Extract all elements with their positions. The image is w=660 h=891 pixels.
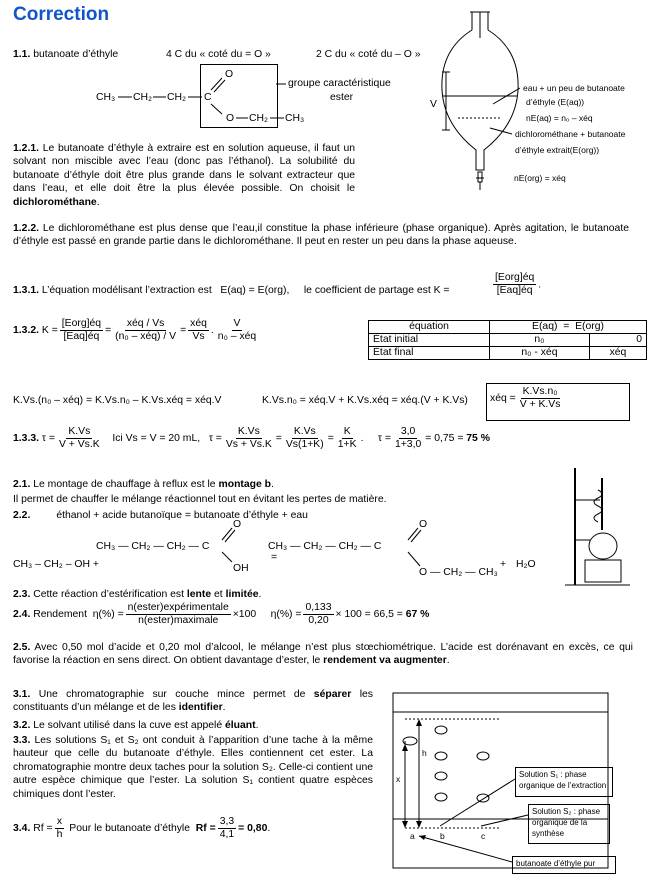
section-2-2: 2.2. éthanol + acide butanoïque = butanoate d’éthyle + eau	[13, 510, 308, 521]
ester-label: ester	[330, 92, 354, 103]
c2-note: 2 C du « coté du – O »	[316, 49, 421, 60]
c4-note: 4 C du « coté du = O »	[166, 49, 271, 60]
section-1-2-1: 1.2.1. Le butanoate d’éthyle à extraire est en solution aqueuse, il faut un solvant non miscible avec l’eau (donc pas l’éthanol). La solubilité du butanoate d’éthyle doit être plus grande dans le solvant extracteur que dans l’eau, et elle doit être la plus élevée possible. On choisit le dichlorométhane.	[13, 143, 355, 208]
o-double-atom: O	[225, 69, 234, 80]
section-2-1-line2: Il permet de chauffer le mélange réactionnel tout en évitant les pertes de matière.	[13, 494, 387, 505]
section-1-3-1: 1.3.1. L’équation modélisant l’extraction est E(aq) = E(org), le coefficient de partage est K =	[13, 285, 450, 296]
section-3-4: 3.4. Rf = $\frac{x}{h}$ Pour le butanoate d’éthyle Rf = $\frac{3,3}{4,1}$ = 0,80 .	[13, 816, 271, 840]
table-row: État final n₀ - xéq xéq	[369, 347, 647, 360]
section-1-2-2: 1.2.2. Le dichlorométhane est plus dense que l’eau,il constitue la phase inférieure (phase organique). Après agitation, le butanoate d’éthyle est passé en grande partie dans le dichlorométhane. Il peut en rester un peu dans la phase aqueuse.	[13, 223, 630, 248]
ester-o-chain: O — CH₂ — CH₃	[419, 567, 498, 578]
section-1-1-label: 1.1. butanoate d’éthyle	[13, 49, 119, 60]
kvs-line-2: K.Vs.n₀ = xéq.V + K.Vs.xéq = xéq.(V + K.Vs)	[262, 395, 468, 406]
aq-phase-line1: eau + un peu de butanoate	[523, 83, 625, 93]
table-header: équation	[369, 321, 490, 334]
section-2-3: 2.3. Cette réaction d’estérification est lente et limitée.	[13, 589, 262, 600]
ch3-atom: CH₃	[96, 92, 116, 103]
k-fraction-1: $\frac{\text{[Eorg]éq}}{\text{[Eaq]éq}}$ .	[495, 272, 542, 296]
org-phase-line2: d’éthyle extrait(E(org))	[515, 145, 600, 155]
section-2-4: 2.4. Rendement η(%) = $\frac{\text{n(ester)expérimentale}}{\text{n(ester)maximale}}$ ×100 η(%) = $\frac{0,133}{0,20}$ × 100 = 66,5 = 67 %	[13, 602, 430, 626]
org-amount: nE(org) = xéq	[514, 173, 566, 183]
c-atom: C	[204, 92, 212, 103]
table-header: E(aq) = E(org)	[490, 321, 647, 334]
x-label: x	[396, 774, 401, 784]
plus-sign: +	[500, 559, 507, 570]
ch2-atom-b: CH₂	[167, 92, 187, 103]
pure-ester-callout: butanoate d’éthyle pur	[512, 856, 616, 874]
s2-callout: Solution S₂ : phase organique de la synthèse	[528, 804, 610, 844]
water-formula: H₂O	[516, 559, 536, 570]
page-title: Correction	[13, 4, 110, 25]
xeq-result: xéq = $\frac{\text{K.Vs.n₀}}{V + K.Vs}$	[490, 386, 561, 410]
aq-phase-line2: d’éthyle (E(aq))	[526, 97, 585, 107]
h-label: h	[422, 748, 427, 758]
ethanol-formula: CH₃ – CH₂ – OH +	[13, 559, 99, 570]
ch3-atom-b: CH₃	[285, 113, 305, 124]
acid-oh: OH	[233, 563, 249, 574]
s1-callout: Solution S₁ : phase organique de l’extraction	[515, 767, 613, 797]
ester-o: O	[419, 519, 428, 530]
spot-c-label: c	[481, 831, 486, 841]
acid-o: O	[233, 519, 242, 530]
spot-b-label: b	[440, 831, 445, 841]
aq-amount: nE(aq) = n₀ – xéq	[526, 113, 593, 123]
spot-a-label: a	[410, 831, 415, 841]
table-row: État initial n₀ 0	[369, 334, 647, 347]
ester-formula: CH₃ — CH₂ — CH₂ — C	[268, 541, 382, 552]
section-1-3-2: 1.3.2. K = $\frac{\text{[Eorg]éq}}{\text{[Eaq]éq}}$ = $\frac{\text{xéq / Vs}}{\text{(n₀ – xéq) / V}}$ = $\frac{\text{xéq}}{Vs}$ . $\frac{V}{\text{n₀ – xéq}}$	[13, 318, 257, 342]
org-phase-line1: dichlorométhane + butanoate	[515, 129, 626, 139]
section-2-1: 2.1. Le montage de chauffage à reflux est le montage b.	[13, 479, 274, 490]
o-single-atom: O	[226, 113, 235, 124]
section-2-5: 2.5. Avec 0,50 mol d’acide et 0,20 mol d’alcool, le mélange n’est plus stœchiométrique. L’acide est dorénavant en excès, ce qui favorise la réaction en sens direct. On obtient davantage d’ester, le rendement va augmenter.	[13, 642, 633, 667]
section-1-3-3: 1.3.3. τ = $\frac{K.Vs}{V + Vs.K}$ Ici Vs = V = 20 mL, τ = $\frac{K.Vs}{Vs + Vs.K}$ = $\frac{K.Vs}{Vs(1+K)}$ = $\frac{K}{1+K}$ . τ = $\frac{3,0}{1+3,0}$ = 0,75 = 75 %	[13, 426, 490, 450]
group-label: groupe caractéristique	[288, 78, 391, 89]
kvs-line-1: K.Vs.(n₀ – xéq) = K.Vs.n₀ – K.Vs.xéq = xéq.V	[13, 395, 222, 406]
equal-sign: =	[271, 552, 278, 563]
volume-label: V	[430, 99, 437, 110]
ch2-atom-c: CH₂	[249, 113, 269, 124]
section-3-1: 3.1. Une chromatographie sur couche mince permet de séparer les constituants d’un mélange et de les identifier.	[13, 689, 373, 714]
ch2-atom-a: CH₂	[133, 92, 153, 103]
section-3-2: 3.2. Le solvant utilisé dans la cuve est appelé éluant.	[13, 720, 259, 731]
acid-formula: CH₃ — CH₂ — CH₂ — C	[96, 541, 210, 552]
section-3-3: 3.3. Les solutions S₁ et S₂ ont conduit à l’apparition d’une tache à la même hauteur que celle du butanoate d’éthyle. Elles contiennent cet ester. La chromatographie montre deux taches pour la solution S₂. Celle-ci contient une autre espèce chimique que l’ester. La solution S₁ contient quatre espèces chimiques dont l’ester.	[13, 735, 373, 800]
